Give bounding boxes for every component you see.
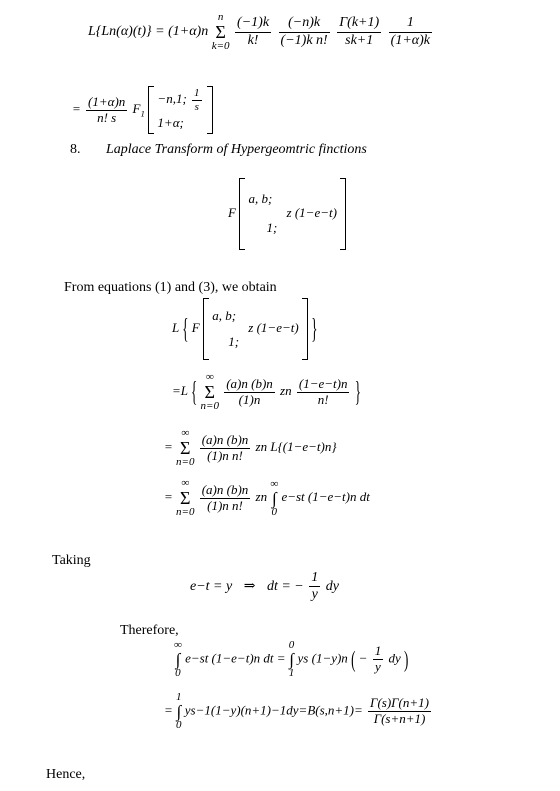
hypergeometric-params: −n,1; $\frac{1}{s}$ 1+α; xyxy=(157,87,200,131)
fraction-term-3: $\frac{\Gamma(k+1)}{sk+1}$ xyxy=(339,15,380,48)
derivation-line-2: =L { ∞ Σ n=0 $\frac{(a)n (b)n}{(1)n}$ zn $\frac{(1-e-t)n}{n!}$ } xyxy=(172,371,361,412)
hypergeometric-symbol: $F_1$ xyxy=(132,100,145,119)
fraction-term-1: $\frac{(-1)k}{k!}$ xyxy=(237,15,270,48)
section-title: Laplace Transform of Hypergeomtric finctions xyxy=(106,142,367,157)
beta-gamma-fraction: $\frac{\Gamma(s)\Gamma(n+1)}{\Gamma(s+n+1)}$ xyxy=(370,695,429,726)
final-line-1: ∞ ∫ 0 e−st (1−e−t)n dt = 0 ∫ 1 ys (1−y)n ( − $\frac{1}{y}$ dy ) xyxy=(174,639,409,679)
fraction-term-2: $\frac{(-n)k}{\text{(−1)k n!}}$ xyxy=(280,15,328,48)
equation-hypergeometric-1f1: = $\frac{(1+\alpha)n}{n! s}$ $F_1$ −n,1; $\frac{1}{s}$ 1+α; xyxy=(72,86,213,134)
derivation-line-4: = ∞ Σ n=0 $\frac{(a)n (b)n}{\text{(1)n n!}}$ zn ∞ ∫ 0 e−st (1−e−t)n dt xyxy=(164,477,370,518)
section-number: 8. xyxy=(70,142,81,157)
integral-operator: ∞ ∫ 0 xyxy=(270,477,279,518)
paragraph-hence: Hence, xyxy=(46,767,86,782)
derivation-line-1: L { F a, b; 1; z (1−e−t) } xyxy=(172,298,317,360)
equation-substitution: e−t = y ⇒ dt = − $\frac{1}{y}$ dy xyxy=(190,570,339,603)
paragraph-taking: Taking xyxy=(52,553,91,568)
equation-hypergeometric-f: F a, b; 1; z (1−e−t) xyxy=(228,178,346,250)
paragraph-therefore: Therefore, xyxy=(120,623,179,638)
section-heading xyxy=(70,142,367,158)
derivation-line-3: = ∞ Σ n=0 $\frac{(a)n (b)n}{\text{(1)n n!}}$ zn L{(1−e−t)n} xyxy=(164,427,337,468)
prefix-fraction: $\frac{(1+\alpha)n}{n! s}$ xyxy=(88,93,126,125)
sum-operator: n Σ k=0 xyxy=(211,11,230,52)
final-line-2: = 1 ∫ 0 ys−1(1−y)(n+1)−1dy=B(s,n+1)= $\frac{\Gamma(s)\Gamma(n+1)}{\Gamma(s+n+1)}$ xyxy=(164,691,429,731)
equation-lhs: L{Ln(α)(t)} = (1+α)n xyxy=(88,24,209,40)
paragraph-from-equations: From equations (1) and (3), we obtain xyxy=(64,280,277,295)
fraction-term-4: $\frac{1}{(1+\alpha)k}$ xyxy=(390,15,430,48)
equation-laplace-laguerre xyxy=(88,12,434,52)
